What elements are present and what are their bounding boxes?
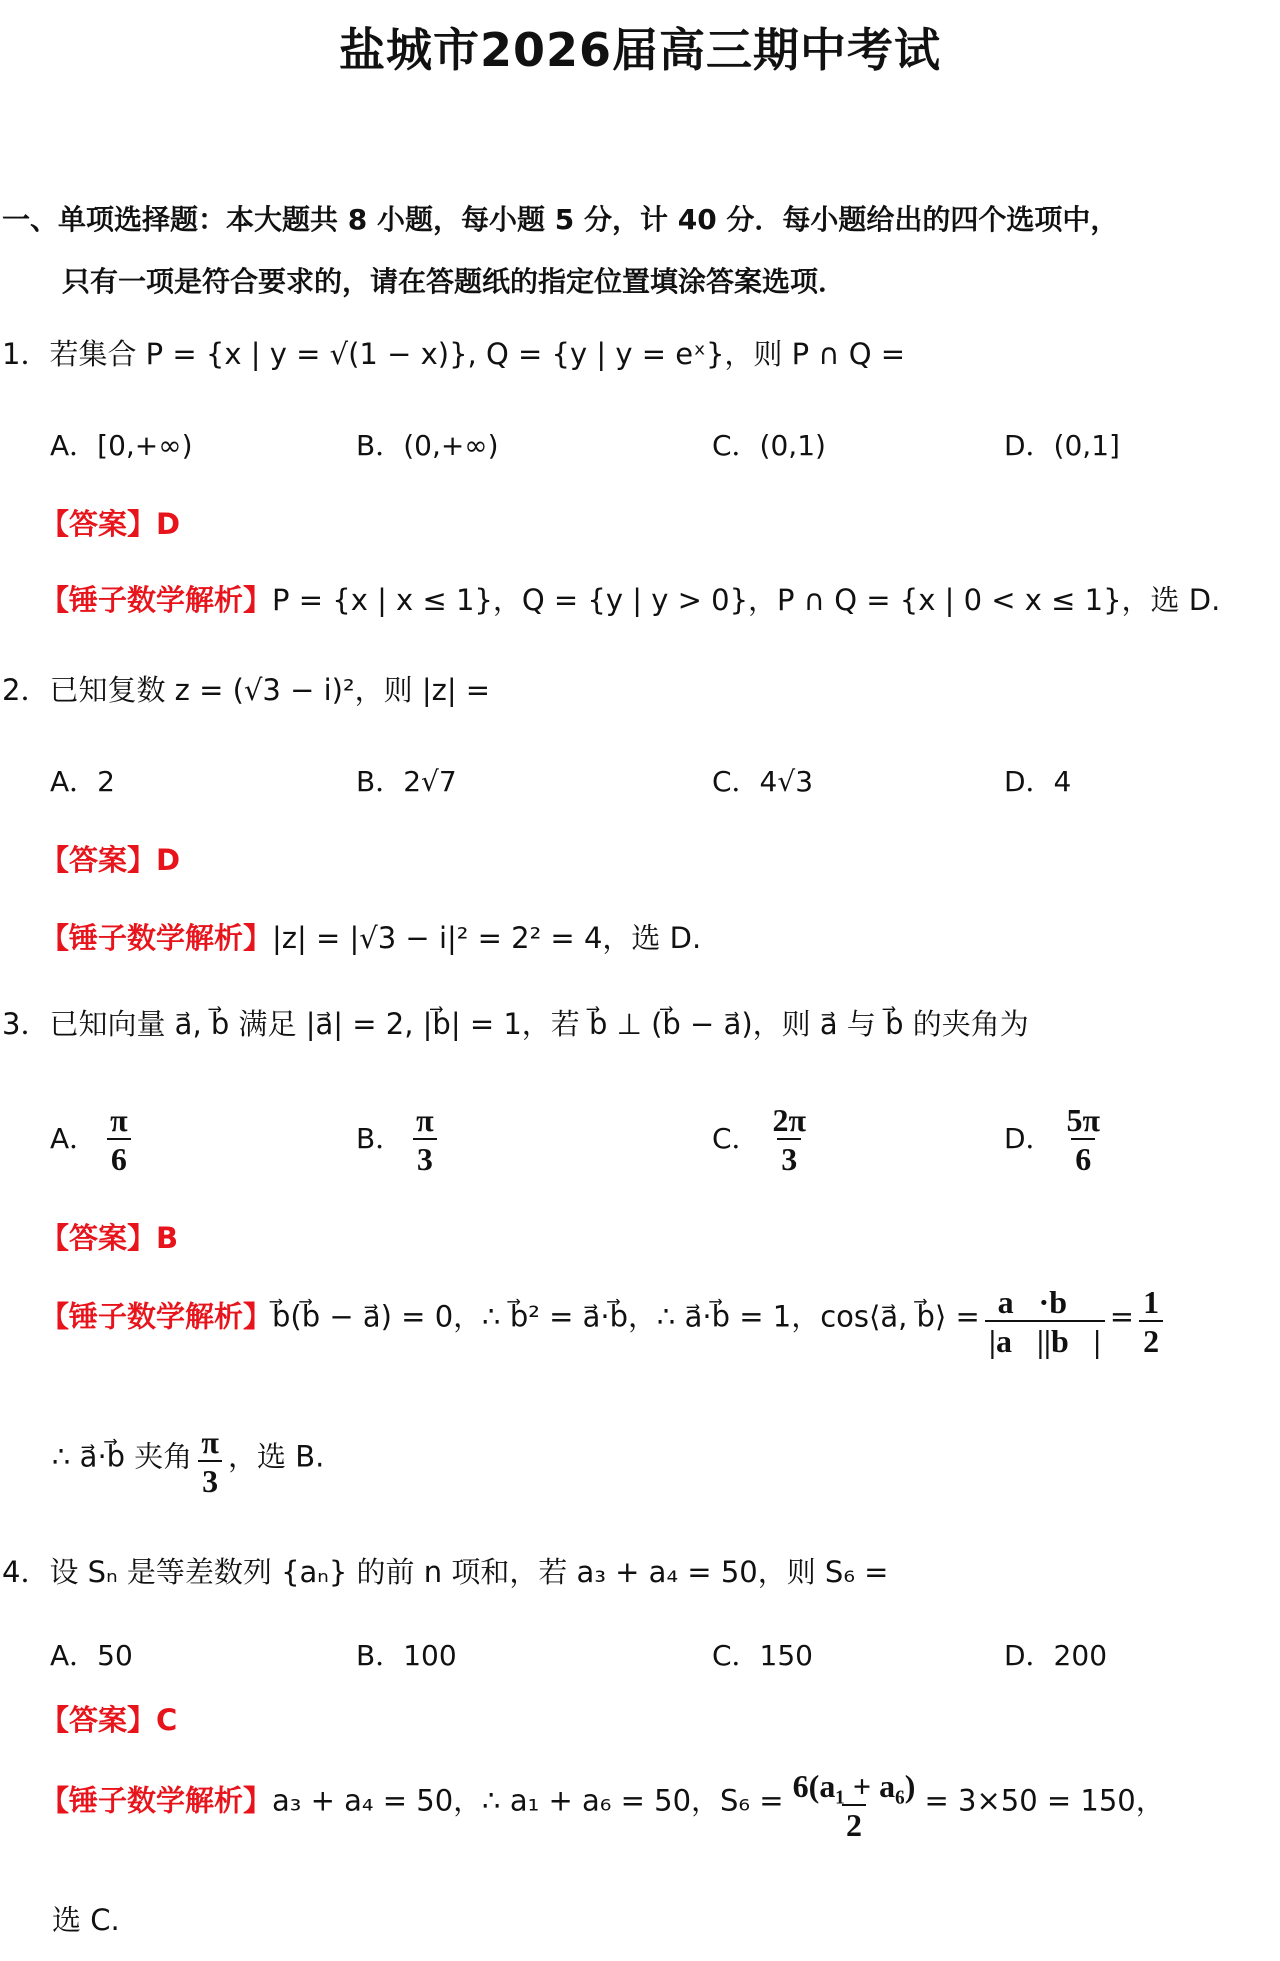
analysis-label: 【锤子数学解析】 xyxy=(40,921,273,955)
answer-label: 【答案】 xyxy=(40,1703,157,1737)
question-2-stem: 2．已知复数 z = (√3 − i)²，则 |z| = xyxy=(2,673,491,707)
question-4-stem: 4．设 Sₙ 是等差数列 {aₙ} 的前 n 项和，若 a₃ + a₄ = 50，则 S₆ = xyxy=(2,1555,889,1589)
question-2-answer xyxy=(40,838,180,879)
question-4-option-c: C．150 xyxy=(712,1639,813,1672)
analysis-text: a₃ + a₄ = 50，∴ a₁ + a₆ = 50，S₆ = xyxy=(272,1783,784,1818)
question-4-option-a: A．50 xyxy=(50,1639,133,1672)
question-3-option-a: A． $\frac{\pi}{6}$ xyxy=(50,1102,132,1178)
analysis-text: b⃗(b⃗ − a⃗) = 0，∴ b⃗² = a⃗·b⃗，∴ a⃗·b⃗ = 1，cos⟨a⃗, b⃗⟩ = xyxy=(272,1299,980,1334)
analysis-label: 【锤子数学解析】 xyxy=(40,1783,273,1818)
fraction: $\frac{\pi}{3}$ xyxy=(197,1424,223,1500)
question-4-option-d: D．200 xyxy=(1004,1639,1108,1672)
question-3-option-d: D． $\frac{5\pi}{6}$ xyxy=(1004,1102,1104,1178)
question-3-option-c: C． $\frac{2\pi}{3}$ xyxy=(712,1102,810,1178)
question-1-stem: 1．若集合 P = {x | y = √(1 − x)}, Q = {y | y = eˣ}，则 P ∩ Q = xyxy=(2,337,906,371)
analysis-text: P = {x | x ≤ 1}，Q = {y | y > 0}，P ∩ Q = {x | 0 < x ≤ 1}，选 D. xyxy=(272,583,1221,617)
answer-value: B xyxy=(156,1221,179,1255)
fraction: $\frac{2\pi}{3}$ xyxy=(772,1102,806,1177)
question-4-option-b: B．100 xyxy=(356,1639,457,1672)
analysis-text: |z| = |√3 − i|² = 2² = 4，选 D. xyxy=(272,921,702,955)
question-1-answer xyxy=(40,502,180,543)
question-4-answer xyxy=(40,1698,177,1739)
question-1-option-d: D．(0,1] xyxy=(1004,429,1120,462)
question-3-option-b: B． $\frac{\pi}{3}$ xyxy=(356,1102,438,1178)
section-instruction-line1: 一、单项选择题：本大题共 8 小题，每小题 5 分，计 40 分．每小题给出的四个选项中， xyxy=(2,203,1119,236)
answer-label: 【答案】 xyxy=(40,1221,157,1255)
question-2-analysis xyxy=(40,916,701,957)
question-1-option-a: A．[0,+∞) xyxy=(50,429,193,462)
page-title: 盐城市2026届高三期中考试 xyxy=(338,23,942,77)
question-2-option-c: C．4√3 xyxy=(712,765,814,798)
fraction: $\frac{\text{6(a₁ + a₆)}}{2}$ xyxy=(792,1768,916,1843)
analysis-label: 【锤子数学解析】 xyxy=(40,1299,273,1334)
fraction: $\frac{1}{2}$ xyxy=(1139,1284,1163,1360)
question-3-answer xyxy=(40,1216,178,1257)
answer-value: D xyxy=(156,507,181,541)
answer-value: D xyxy=(156,843,181,877)
fraction: $\frac{\pi}{3}$ xyxy=(412,1102,438,1178)
question-2-option-a: A．2 xyxy=(50,765,115,798)
question-2-option-b: B．2√7 xyxy=(356,765,457,798)
question-4-analysis: 【锤子数学解析】a₃ + a₄ = 50，∴ a₁ + a₆ = 50，S₆ = $\frac{\text{6(a₁ + a₆)}}{2}$ = 3×50 = 150， xyxy=(40,1768,1165,1843)
answer-label: 【答案】 xyxy=(40,843,157,877)
question-3-analysis: 【锤子数学解析】b⃗(b⃗ − a⃗) = 0，∴ b⃗² = a⃗·b⃗，∴ a⃗·b⃗ = 1，cos⟨a⃗, b⃗⟩ = $\frac{a⃗\cdot b⃗}{|a⃗||b⃗|}$ = $\frac{1}{2}$ xyxy=(40,1284,1163,1360)
question-2-option-d: D．4 xyxy=(1004,765,1072,798)
fraction: $\frac{5\pi}{6}$ xyxy=(1066,1102,1100,1177)
answer-label: 【答案】 xyxy=(40,507,157,541)
question-4-analysis-line2: 选 C. xyxy=(52,1903,120,1937)
analysis-label: 【锤子数学解析】 xyxy=(40,583,273,617)
fraction: $\frac{a⃗\cdot b⃗}{|a⃗||b⃗|}$ xyxy=(985,1284,1105,1360)
question-3-analysis-line2: ∴ a⃗·b⃗ 夹角 $\frac{\pi}{3}$ ，选 B. xyxy=(52,1424,325,1499)
question-1-option-c: C．(0,1) xyxy=(712,429,826,462)
question-1-analysis xyxy=(40,578,1220,619)
fraction: $\frac{\pi}{6}$ xyxy=(106,1102,132,1178)
question-3-stem: 3．已知向量 a⃗, b⃗ 满足 |a⃗| = 2, |b⃗| = 1，若 b⃗ ⊥ (b⃗ − a⃗)，则 a⃗ 与 b⃗ 的夹角为 xyxy=(2,1007,1029,1041)
question-1-option-b: B．(0,+∞) xyxy=(356,429,499,462)
section-instruction-line2: 只有一项是符合要求的，请在答题纸的指定位置填涂答案选项． xyxy=(62,265,847,298)
answer-value: C xyxy=(156,1703,178,1737)
